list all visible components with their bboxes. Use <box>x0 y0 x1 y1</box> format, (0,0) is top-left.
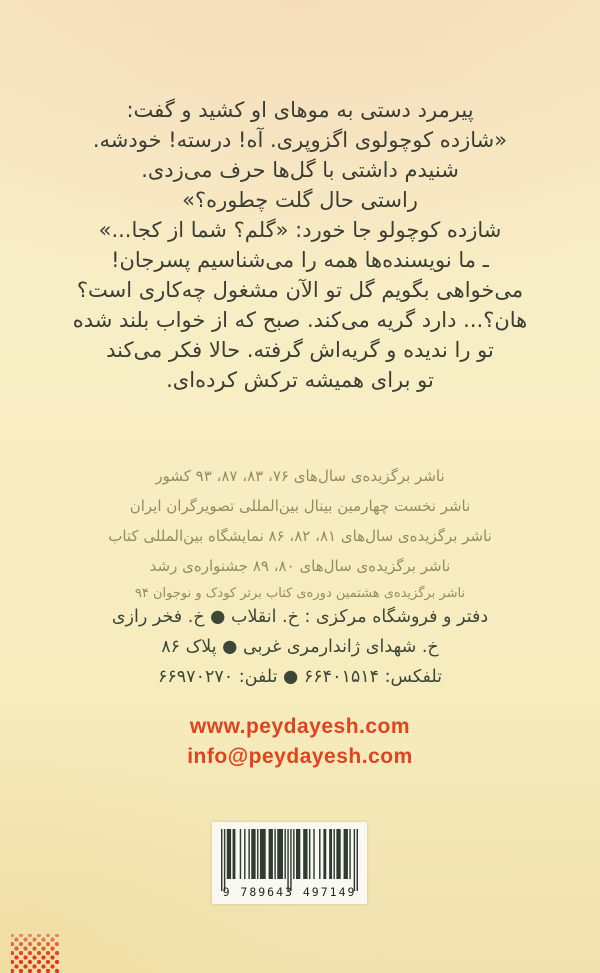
quote-line: راستی حال گلت چطوره؟» <box>182 188 418 212</box>
phone-line: تلفکس: ۶۶۴۰۱۵۱۴ ● تلفن: ۶۶۹۷۰۲۷۰ <box>157 667 443 687</box>
quote-line: می‌خواهی بگویم گل تو الآن مشغول چه‌کاری است؟ <box>76 278 524 302</box>
address-line: خ. شهدای ژاندارمری غربی ● پلاک ۸۶ <box>161 637 439 657</box>
award-line: ناشر نخست چهارمین بینال بین‌المللی تصویرگران ایران <box>129 497 471 515</box>
quote-line: شنیدم داشتی با گل‌ها حرف می‌زدی. <box>141 158 459 182</box>
quote-block <box>0 95 600 395</box>
barcode-bars <box>221 829 358 891</box>
links-block <box>0 712 600 772</box>
award-line: ناشر برگزیده‌ی سال‌های ۸۱، ۸۲، ۸۶ نمایشگاه بین‌المللی کتاب <box>108 527 492 545</box>
quote-line: پیرمرد دستی به موهای او کشید و گفت: <box>126 98 474 122</box>
halftone-dots-pattern <box>11 934 59 973</box>
address-line: دفتر و فروشگاه مرکزی : خ. انقلاب ● خ. فخر رازی <box>111 607 489 627</box>
isbn-barcode <box>212 822 367 904</box>
quote-line: هان؟... دارد گریه می‌کند. صبح که از خواب بلند شده <box>72 308 528 332</box>
award-line: ناشر برگزیده‌ی سال‌های ۷۶، ۸۳، ۸۷، ۹۳ کشور <box>155 467 445 485</box>
contact-block <box>0 602 600 692</box>
quote-line: «شازده کوچولوی اگزوپری. آه! درسته! خودشه. <box>92 128 508 152</box>
publisher-awards-block <box>0 461 600 606</box>
email-address: info@peydayesh.com <box>187 745 413 768</box>
website-url: www.peydayesh.com <box>189 715 411 738</box>
quote-line: تو را ندیده و گریه‌اش گرفته. حالا فکر می‌کند <box>106 338 494 362</box>
quote-line: تو برای همیشه ترکش کرده‌ای. <box>166 368 434 392</box>
quote-line: ـ ما نویسنده‌ها همه را می‌شناسیم پسرجان! <box>111 248 489 272</box>
quote-line: شازده کوچولو جا خورد: «گلم؟ شما از کجا...» <box>98 218 502 242</box>
barcode-number: 9 789643 497149 <box>222 885 357 899</box>
award-line: ناشر برگزیده‌ی سال‌های ۸۰، ۸۹ جشنواره‌ی رشد <box>149 557 451 575</box>
award-line: ناشر برگزیده‌ی هشتمین دوره‌ی کتاب برتر کودک و نوجوان ۹۴ <box>134 586 466 601</box>
